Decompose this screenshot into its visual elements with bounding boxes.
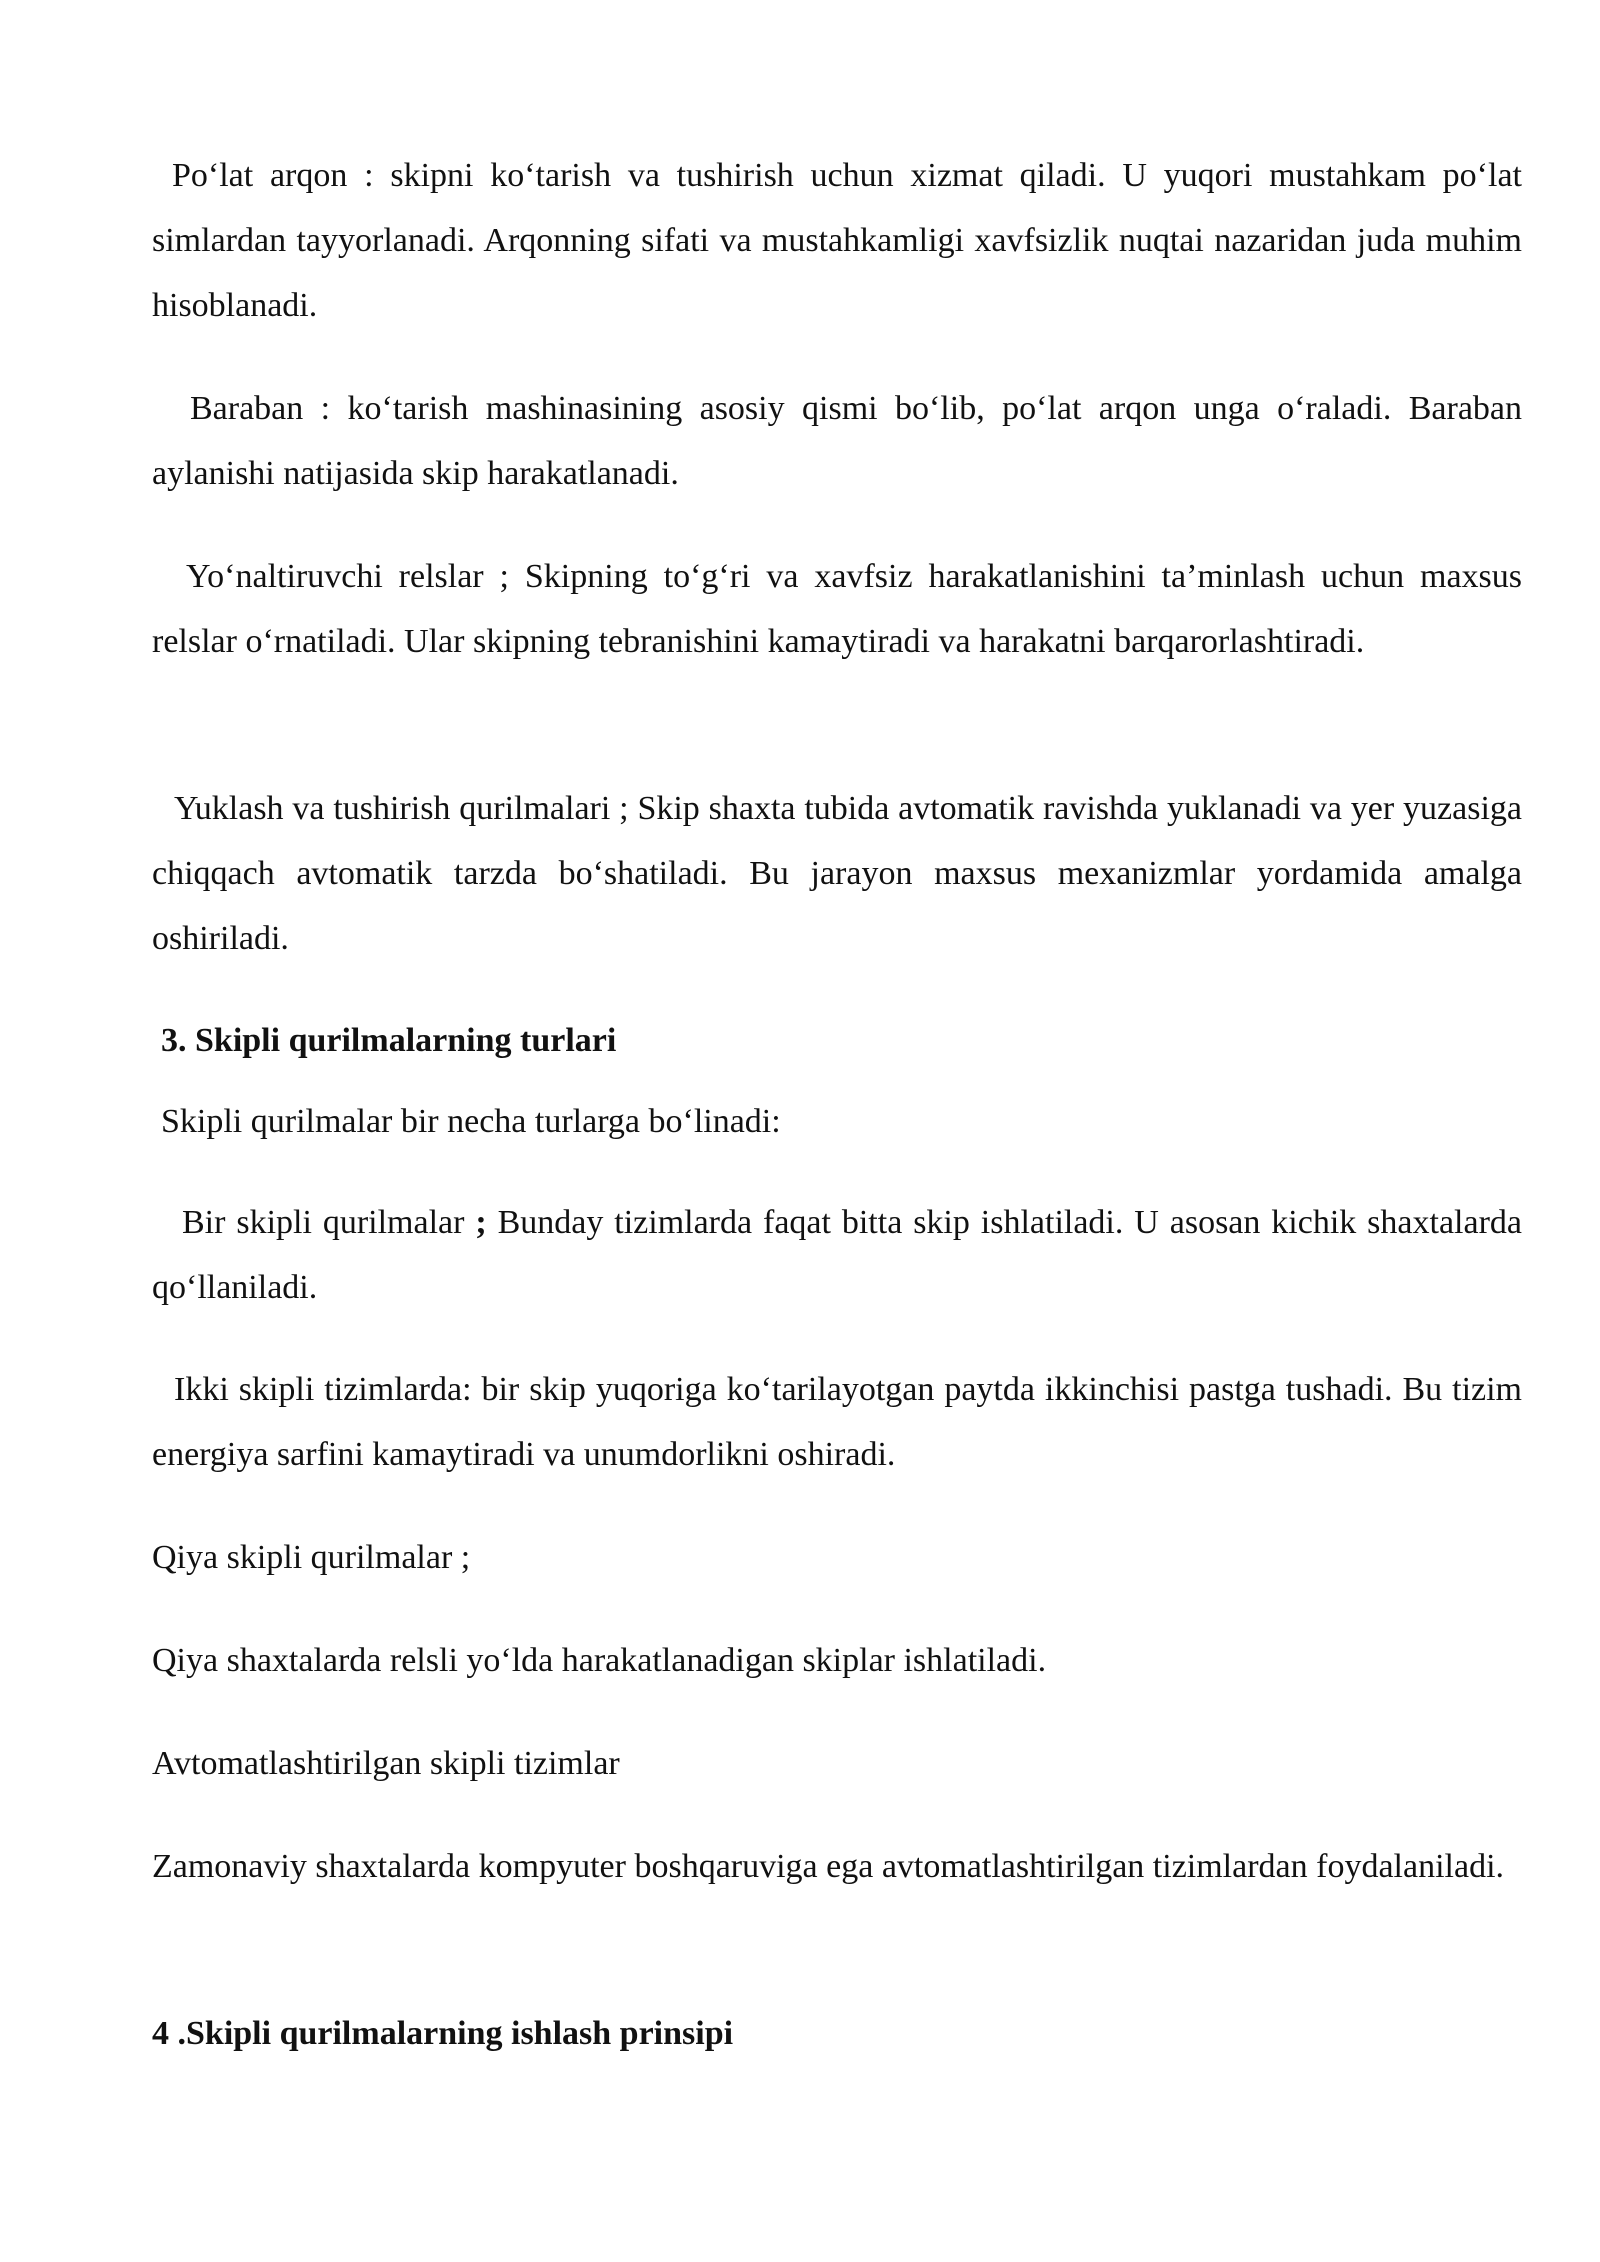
bold-separator: ; bbox=[475, 1204, 487, 1241]
paragraph-drum: Baraban : koʻtarish mashinasining asosiy qismi boʻlib, poʻlat arqon unga oʻraladi. Baraban aylanishi natijasida skip harakatlanadi. bbox=[152, 390, 1522, 492]
single-skip-description: Bunday tizimlarda faqat bitta skip ishlatiladi. U asosan kichik shaxtalarda qoʻllaniladi. bbox=[152, 1204, 1522, 1306]
paragraph-automated-title: Avtomatlashtirilgan skipli tizimlar bbox=[152, 1745, 620, 1782]
section-heading-types: 3. Skipli qurilmalarning turlari bbox=[161, 1022, 617, 1059]
paragraph-guide-rails: Yoʻnaltiruvchi relslar ; Skipning toʻgʻri va xavfsiz harakatlanishini ta’minlash uchun maxsus relslar oʻrnatiladi. Ular skipning tebranishini kamaytiradi va harakatni barqarorlashtiradi. bbox=[152, 558, 1522, 660]
paragraph-types-intro: Skipli qurilmalar bir necha turlarga boʻlinadi: bbox=[161, 1103, 781, 1140]
paragraph-double-skip: Ikki skipli tizimlarda: bir skip yuqoriga koʻtarilayotgan paytda ikkinchisi pastga tushadi. Bu tizim energiya sarfini kamaytiradi va unumdorlikni oshiradi. bbox=[152, 1371, 1522, 1473]
single-skip-term: Bir skipli qurilmalar bbox=[182, 1204, 476, 1241]
paragraph-automated-description: Zamonaviy shaxtalarda kompyuter boshqaruviga ega avtomatlashtirilgan tizimlardan foydalaniladi. bbox=[152, 1848, 1505, 1885]
section-heading-working-principle: 4 .Skipli qurilmalarning ishlash prinsipi bbox=[152, 2015, 734, 2052]
paragraph-inclined-skip-description: Qiya shaxtalarda relsli yoʻlda harakatlanadigan skiplar ishlatiladi. bbox=[152, 1642, 1047, 1679]
paragraph-steel-rope: Poʻlat arqon : skipni koʻtarish va tushirish uchun xizmat qiladi. U yuqori mustahkam poʻlat simlardan tayyorlanadi. Arqonning sifati va mustahkamligi xavfsizlik nuqtai nazaridan juda muhim hisoblanadi. bbox=[152, 157, 1522, 324]
paragraph-inclined-skip-title: Qiya skipli qurilmalar ; bbox=[152, 1539, 471, 1576]
paragraph-loading-devices: Yuklash va tushirish qurilmalari ; Skip shaxta tubida avtomatik ravishda yuklanadi va yer yuzasiga chiqqach avtomatik tarzda boʻshatiladi. Bu jarayon maxsus mexanizmlar yordamida amalga oshiriladi. bbox=[152, 790, 1522, 957]
paragraph-single-skip bbox=[152, 1190, 1522, 1320]
